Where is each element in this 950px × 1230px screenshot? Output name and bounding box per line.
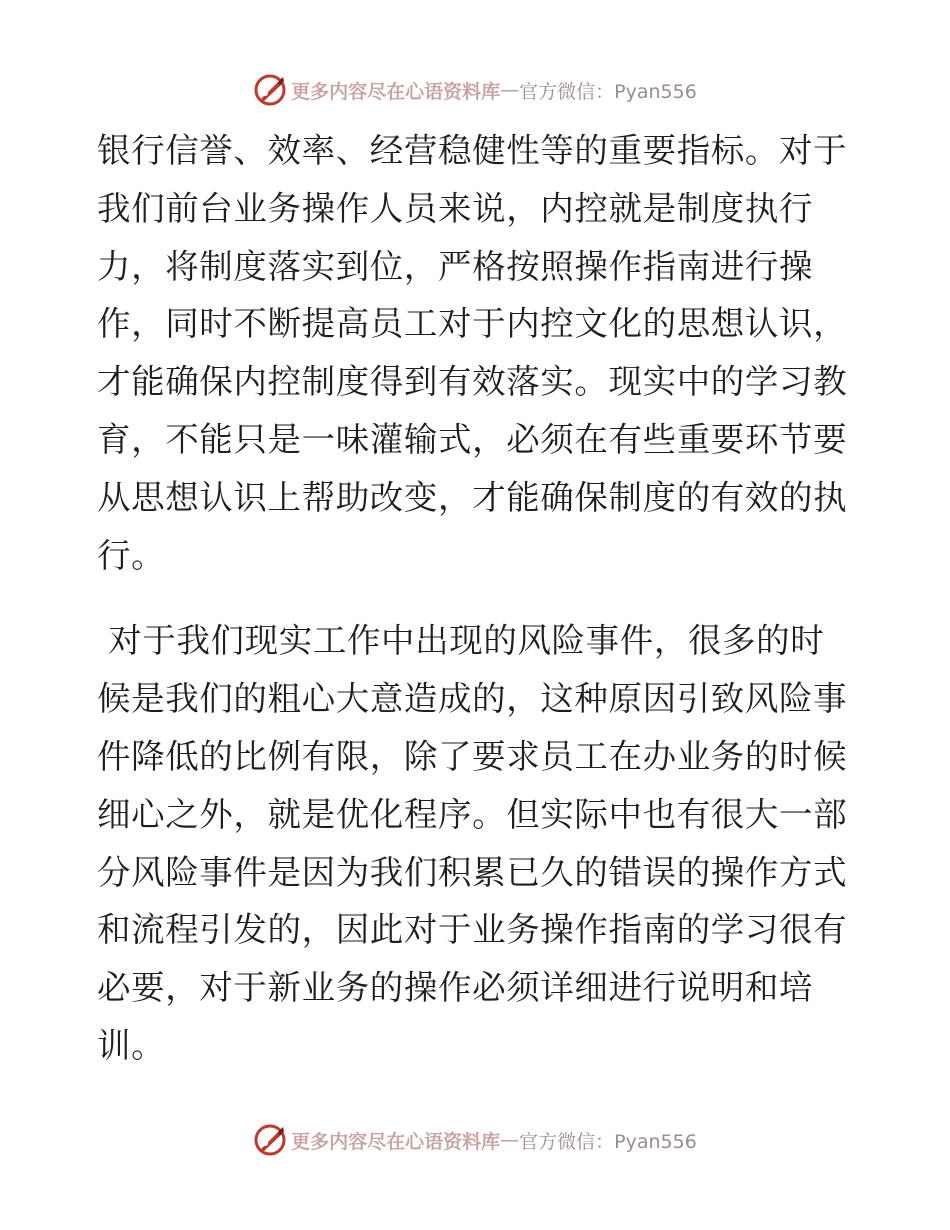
text-line: 作，同时不断提高员工对于内控文化的思想认识， [97, 304, 848, 344]
text-line: 从思想认识上帮助改变，才能确保制度的有效的执 [97, 477, 848, 517]
text-line: 细心之外，就是优化程序。但实际中也有很大一部 [97, 794, 848, 834]
text-line: 力，将制度落实到位，严格按照操作指南进行操 [97, 246, 814, 286]
quill-pen-logo-icon [253, 1123, 287, 1157]
footer-banner [0, 1120, 950, 1160]
text-line: 和流程引发的，因此对于业务操作指南的学习很有 [97, 910, 848, 950]
text-line: 训。 [97, 1025, 166, 1065]
text-line: 件降低的比例有限，除了要求员工在办业务的时候 [97, 736, 848, 776]
paragraph-gap [97, 584, 857, 612]
header-banner-text: 更多内容尽在心语资料库 [291, 80, 501, 103]
footer-banner-contact: 官方微信：Pyan556 [519, 1130, 697, 1153]
text-line: 对于我们现实工作中出现的风险事件，很多的时 [97, 621, 825, 661]
text-line: 行。 [97, 535, 166, 575]
quill-pen-logo-icon [253, 73, 287, 107]
document-body [97, 122, 857, 1075]
text-line: 分风险事件是因为我们积累已久的错误的操作方式 [97, 852, 848, 892]
header-banner [0, 70, 950, 110]
header-banner-dash: — [500, 79, 520, 101]
text-line: 育，不能只是一味灌输式，必须在有些重要环节要 [97, 419, 848, 459]
text-line: 我们前台业务操作人员来说，内控就是制度执行 [97, 188, 814, 228]
text-line: 候是我们的粗心大意造成的，这种原因引致风险事 [97, 679, 848, 719]
header-banner-contact: 官方微信：Pyan556 [519, 80, 697, 103]
footer-banner-dash: — [500, 1129, 520, 1151]
text-line: 才能确保内控制度得到有效落实。现实中的学习教 [97, 362, 848, 402]
text-line: 必要，对于新业务的操作必须详细进行说明和培 [97, 968, 814, 1008]
paragraph-2 [97, 612, 857, 1074]
text-line: 银行信誉、效率、经营稳健性等的重要指标。对于 [97, 131, 848, 170]
paragraph-1 [97, 122, 857, 584]
footer-banner-text: 更多内容尽在心语资料库 [291, 1130, 501, 1153]
